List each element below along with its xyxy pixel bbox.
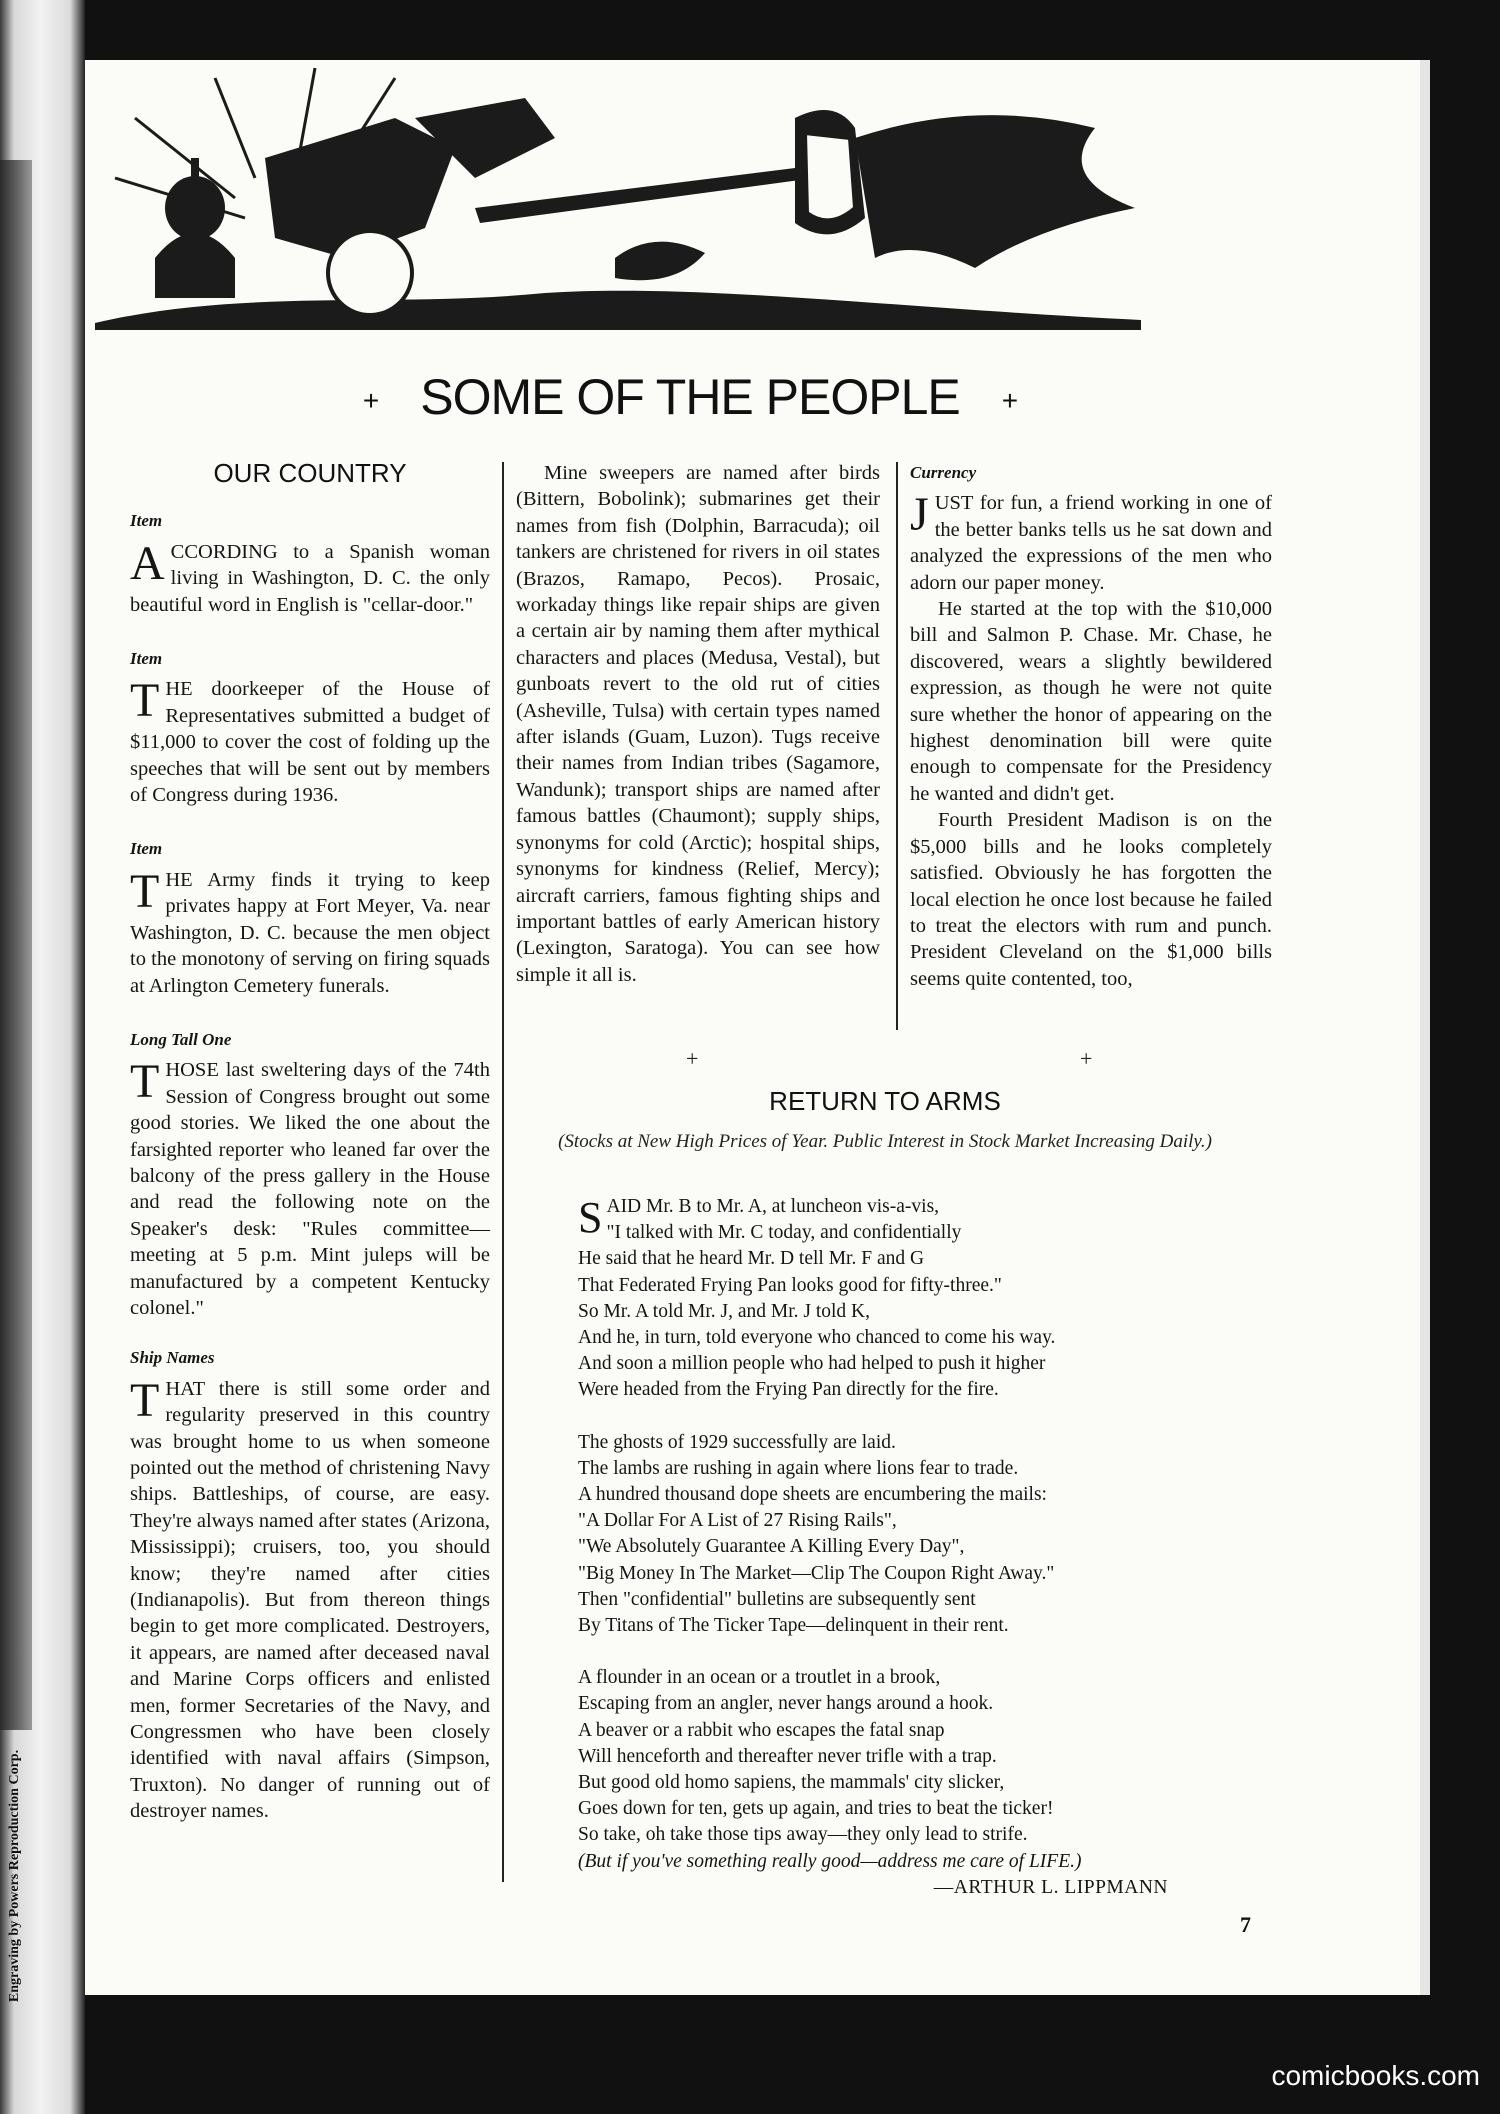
poem-line: SAID Mr. B to Mr. A, at luncheon vis-a-vis, (578, 1193, 940, 1242)
item-paragraph: THE Army finds it trying to keep privates happy at Fort Meyer, Va. near Washington, D. C. because the men object to the monotony of serving on firing squads at Arlington Cemetery funerals. (130, 864, 490, 997)
poem-line: Then "confidential" bulletins are subsequently sent (578, 1588, 976, 1610)
poem-line: But good old homo sapiens, the mammals' city slicker, (578, 1772, 1005, 1794)
poem-line: Goes down for ten, gets up again, and tries to beat the ticker! (578, 1798, 1054, 1820)
header-illustration (95, 58, 1141, 330)
poem-line: By Titans of The Ticker Tape—delinquent in their rent. (578, 1615, 1009, 1637)
poem-line: That Federated Frying Pan looks good for fifty-three." (578, 1274, 1002, 1296)
item-paragraph: THE doorkeeper of the House of Representatives submitted a budget of $11,000 to cover the cost of folding up the speeches that will be sent out by members of Congress during 1936. (130, 674, 490, 807)
poem-line: So take, oh take those tips away—they only lead to strife. (578, 1824, 1028, 1846)
item-kicker: Item (130, 649, 163, 669)
poem-title: RETURN TO ARMS (769, 1086, 1001, 1116)
poem-line: "Big Money In The Market—Clip The Coupon Right Away." (578, 1562, 1055, 1584)
column-our-country (130, 460, 490, 1825)
section-heading: OUR COUNTRY (213, 458, 407, 488)
page-number: 7 (1240, 1912, 1251, 1937)
page-edge (1420, 60, 1430, 1995)
column-rule (896, 462, 898, 1030)
paragraph: Fourth President Madison is on the $5,000 bills and he looks completely satisfied. Obviously he has forgotten the local election he once lost because he failed to treat the electors with rum and punch. President Cleveland on the $1,000 bills seems quite contented, too, (910, 809, 1272, 990)
ornament: + (1080, 1046, 1093, 1071)
engraving-credit: Engraving by Powers Reproduction Corp. (7, 1749, 22, 2003)
poem-closing-line: (But if you've something really good—address me care of LIFE.) (578, 1850, 1082, 1872)
poem-line: A hundred thousand dope sheets are encumbering the mails: (578, 1484, 1047, 1506)
item-kicker: Item (130, 511, 163, 531)
poem-line: And he, in turn, told everyone who chanced to come his way. (578, 1327, 1056, 1349)
paragraph: Mine sweepers are named after birds (Bittern, Bobolink); submarines get their names from fish (Dolphin, Barracuda); oil tankers are christened for rivers in oil states (Brazos, Ramapo, Pecos). Prosaic, workaday things like repair ships are given a certain air by naming them after mythical characters and places (Medusa, Vestal), but gunboats revert to the old rut of cities (Asheville, Tulsa) with certain types named after islands (Guam, Luzon). Tugs receive their names from Indian tribes (Sagamore, Wandunk); transport ships are named after famous battles (Chaumont); supply ships, synonyms for cold (Arctic); hospital ships, synonyms for kindness (Relief, Mercy); aircraft carriers, famous fighting ships and important battles of early American history (Lexington, Saratoga). You can see how simple it all is. (516, 462, 880, 986)
item-paragraph: THOSE last sweltering days of the 74th Session of Congress brought out some good stories. We liked the one about the farsighted reporter who leaned far over the balcony of the press gallery in the House and read the following note on the Speaker's desk: "Rules committee—meeting at 5 p.m. Mint juleps will be manufactured by a competent Kentucky colonel." (130, 1055, 490, 1319)
site-watermark: comicbooks.com (1271, 2060, 1480, 2091)
poem-line: He said that he heard Mr. D tell Mr. F and G (578, 1248, 925, 1270)
poem-line: Will henceforth and thereafter never trifle with a trap. (578, 1745, 997, 1767)
item-paragraph: JUST for fun, a friend working in one of the better banks tells us he sat down and analyzed the expressions of the men who adorn our paper money. (910, 488, 1272, 594)
item-kicker: Ship Names (130, 1348, 215, 1368)
column-currency (910, 460, 1272, 992)
column-rule (502, 462, 504, 1882)
poem-line: The ghosts of 1929 successfully are laid. (578, 1431, 896, 1453)
poem-line: So Mr. A told Mr. J, and Mr. J told K, (578, 1300, 871, 1322)
poem-line: The lambs are rushing in again where lions fear to trade. (578, 1457, 1019, 1479)
poem-line: Were headed from the Frying Pan directly for the fire. (578, 1379, 999, 1401)
poem-line: A beaver or a rabbit who escapes the fatal snap (578, 1719, 945, 1741)
poem-line: "I talked with Mr. C today, and confidentially (606, 1222, 962, 1244)
item-paragraph: ACCORDING to a Spanish woman living in Washington, D. C. the only beautiful word in English is "cellar-door." (130, 536, 490, 616)
item-paragraph: THAT there is still some order and regularity preserved in this country was brought home to us when someone pointed out the method of christening Navy ships. Battleships, of course, are easy. They're always named after states (Arizona, Mississippi); cruisers, too, you should know; they're named after cities (Indianapolis). But from thereon things begin to get more complicated. Destroyers, it appears, are named after deceased naval and Marine Corps officers and enlisted men, former Secretaries of the Navy, and Congressmen who have been closely identified with naval affairs (Simpson, Truxton). No danger of running out of destroyer names. (130, 1373, 491, 1823)
ornament: + (686, 1046, 699, 1071)
poem-byline: —ARTHUR L. LIPPMANN (933, 1876, 1168, 1898)
item-kicker: Item (130, 839, 163, 859)
poem-line: "We Absolutely Guarantee A Killing Every Day", (578, 1536, 965, 1558)
poem-line: A flounder in an ocean or a troutlet in a brook, (578, 1667, 941, 1689)
poem-line: "A Dollar For A List of 27 Rising Rails", (578, 1510, 897, 1532)
poem (578, 1194, 1258, 1901)
poem-line: Escaping from an angler, never hangs around a hook. (578, 1693, 994, 1715)
item-kicker: Long Tall One (130, 1029, 232, 1049)
item-kicker: Currency (910, 463, 977, 482)
paragraph: He started at the top with the $10,000 bill and Salmon P. Chase. Mr. Chase, he discovered, wears a slightly bewildered expression, as though he were not quite sure whether the honor of appearing on the highest denomination bill were quite enough to compensate for the Presidency he wanted and didn't get. (910, 598, 1272, 805)
column-ship-names-cont (516, 460, 880, 988)
poem-subtitle: (Stocks at New High Prices of Year. Public Interest in Stock Market Increasing Daily.) (558, 1131, 1212, 1152)
poem-line: And soon a million people who had helped to push it higher (578, 1353, 1046, 1375)
page-title: + SOME OF THE PEOPLE + (362, 369, 1018, 425)
